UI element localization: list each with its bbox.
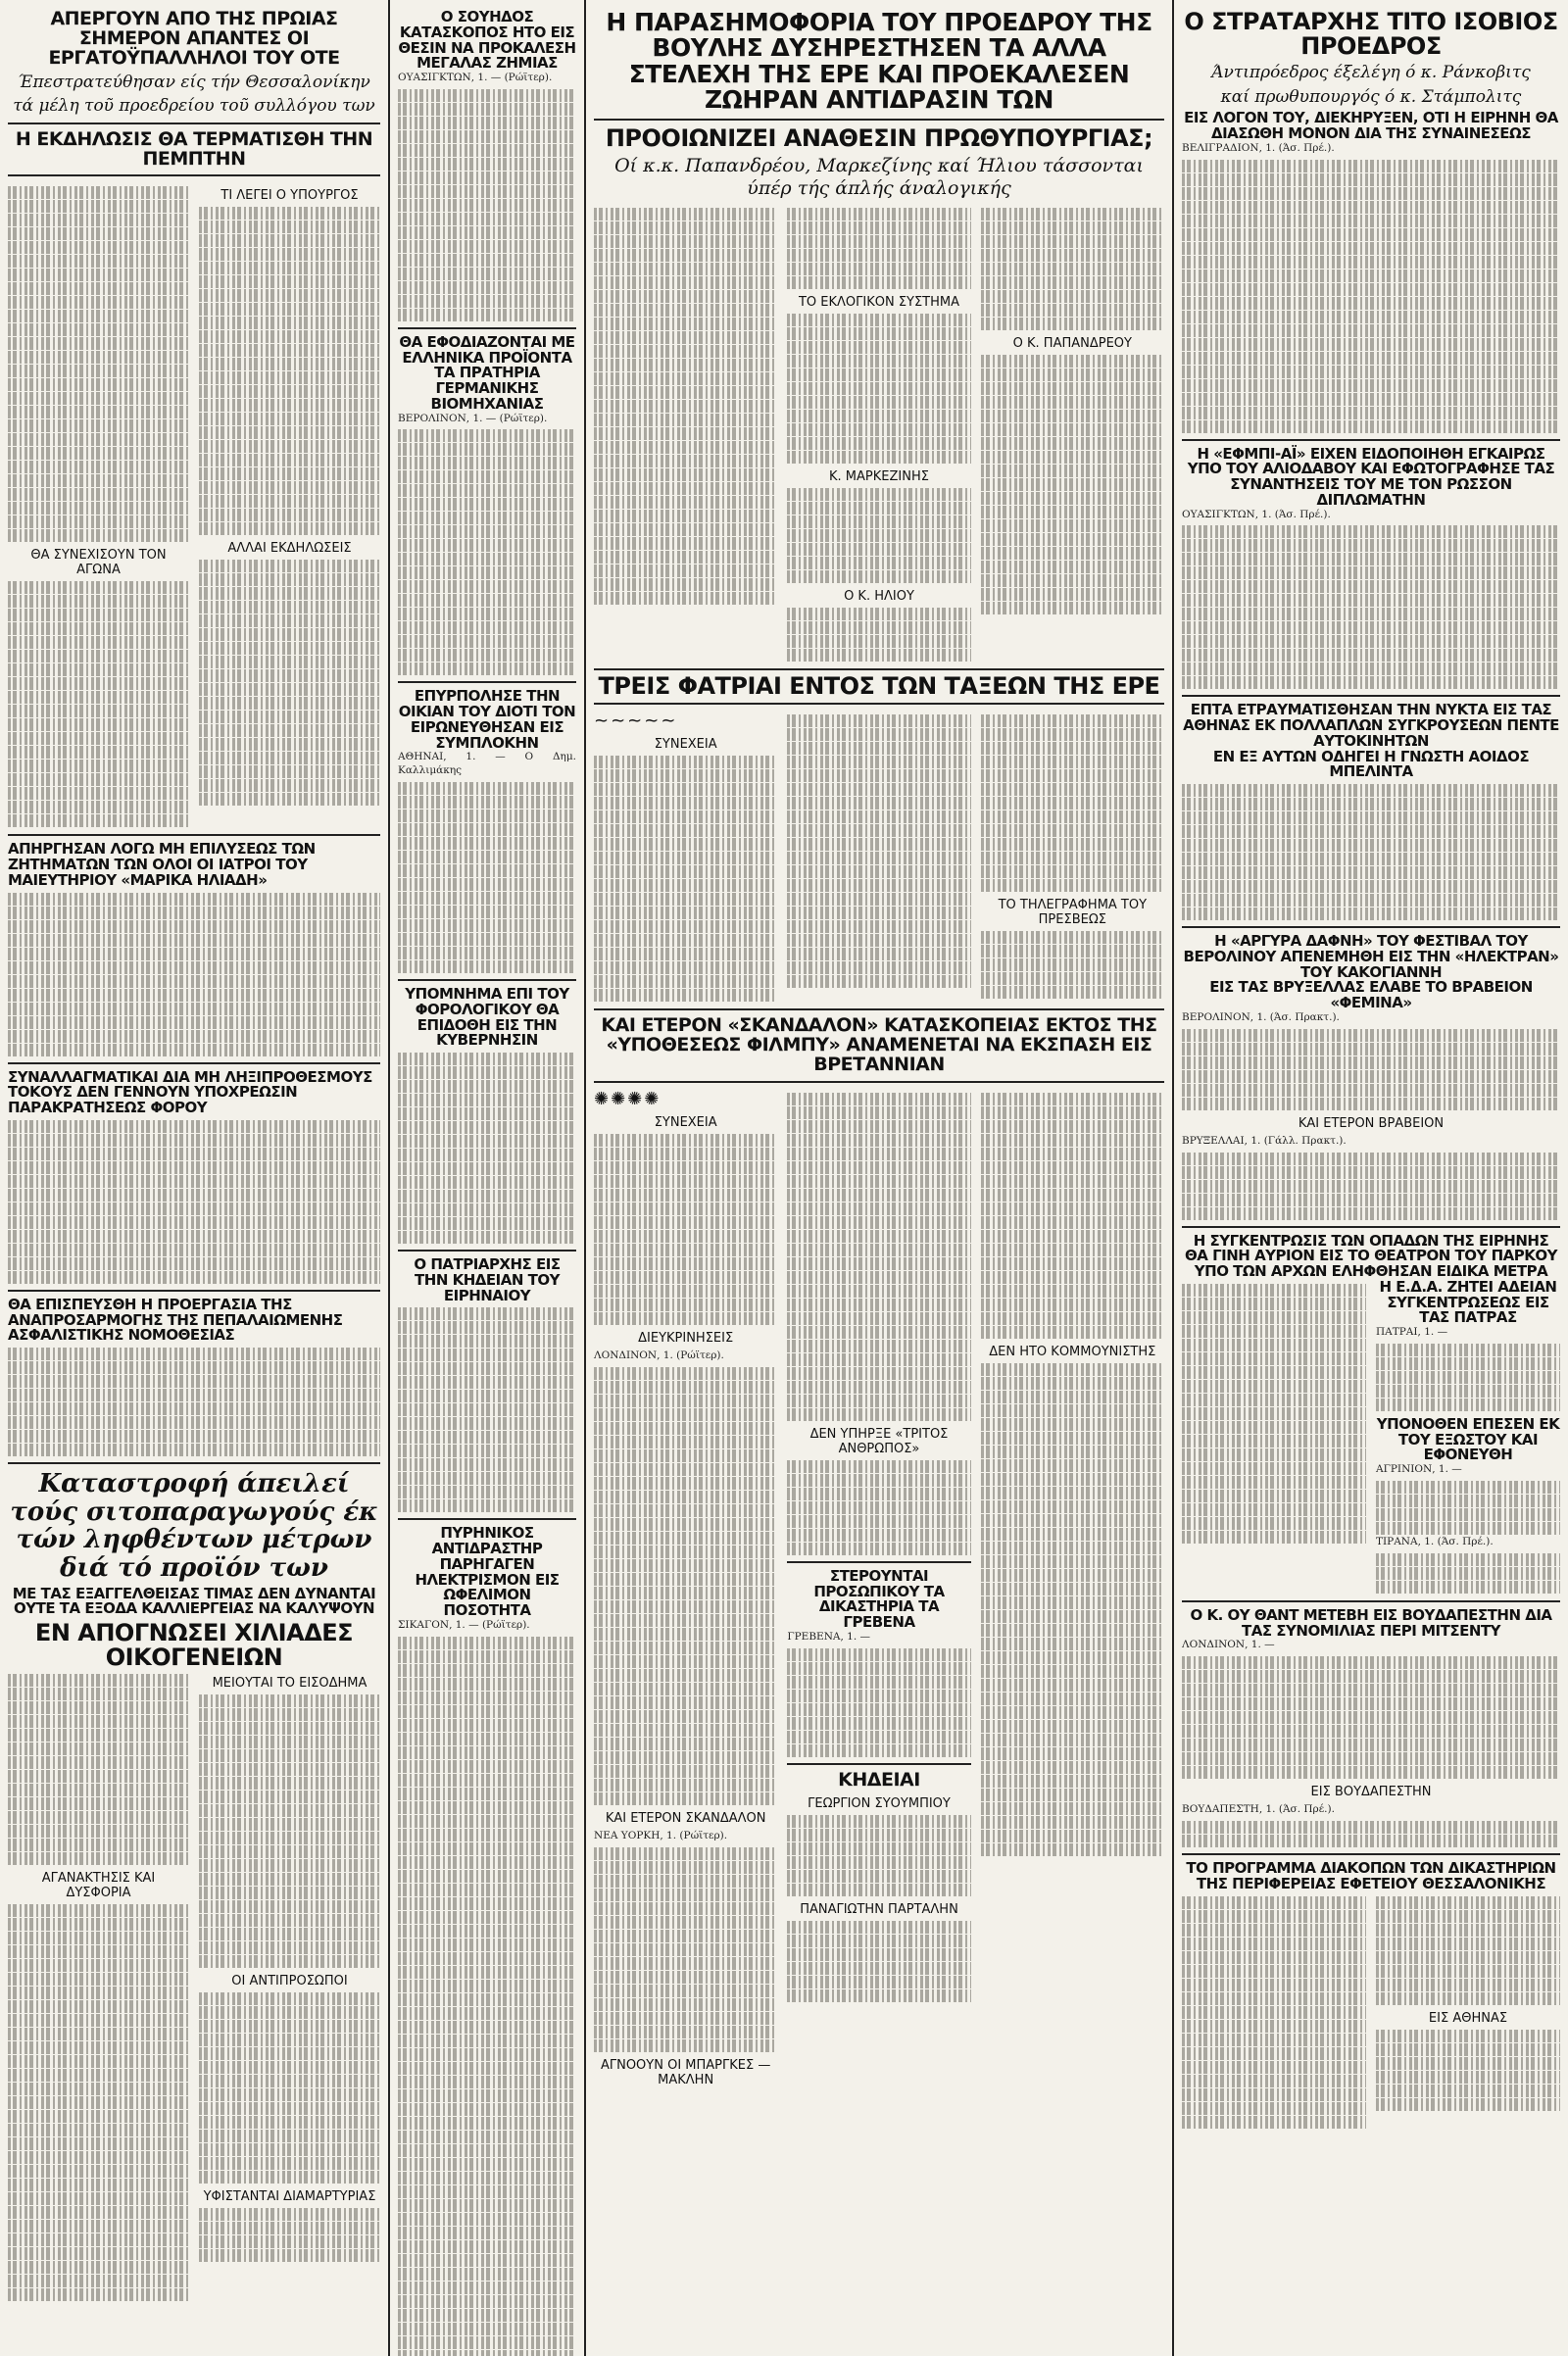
factions-headline: ΤΡΕΙΣ ΦΑΤΡΙΑΙ ΕΝΤΟΣ ΤΩΝ ΤΑΞΕΩΝ ΤΗΣ ΕΡΕ [598, 671, 1160, 700]
fall-headline: ΥΠΟΝΟΘΕΝ ΕΠΕΣΕΝ ΕΚ ΤΟΥ ΕΞΩΣΤΟΥ ΚΑΙ ΕΦΟΝΕΥΘΗ [1376, 1414, 1560, 1464]
dateline: ΝΕΑ ΥΟΡΚΗ, 1. (Ρώϊτερ). [594, 1829, 728, 1841]
dateline: ΒΕΛΙΓΡΑΔΙΟΝ, 1. (Άσ. Πρέ.). [1182, 141, 1335, 154]
column-second [390, 0, 584, 2356]
section-kicker: ΤΙ ΛΕΓΕΙ Ο ΥΠΟΥΡΓΟΣ [220, 188, 359, 204]
main-headline: Η ΠΑΡΑΣΗΜΟΦΟΡΙΑ ΤΟΥ ΠΡΟΕΔΡΟΥ ΤΗΣ ΒΟΥΛΗΣ ΔΥΣΗΡΕΣΤΗΣΕΝ ΤΑ ΑΛΛΑ ΣΤΕΛΕΧΗ ΤΗΣ ΕΡΕ ΚΑΙ ΠΡΟΕΚΑΛΕΣΕΝ ΖΩΗΡΑΝ ΑΝΤΙΔΡΑΣΙΝ ΤΩΝ [606, 8, 1152, 114]
dateline: ΒΕΡΟΛΙΝΟΝ, 1. (Άσ. Πρακτ.). [1182, 1010, 1340, 1023]
insurance-headline: ΘΑ ΕΠΙΣΠΕΥΣΘΗ Η ΠΡΟΕΡΓΑΣΙΑ ΤΗΣ ΑΝΑΠΡΟΣΑΡΜΟΓΗΣ ΤΗΣ ΠΕΠΑΛΑΙΩΜΕΝΗΣ ΑΣΦΑΛΙΣΤΙΚΗΣ ΝΟΜΟΘΕΣΙΑΣ [8, 1295, 343, 1345]
crash-subheadline: ΕΝ ΕΞ ΑΥΤΩΝ ΟΔΗΓΕΙ Η ΓΝΩΣΤΗ ΑΟΙΔΟΣ ΜΠΕΛΙΝΤΑ [1212, 747, 1530, 781]
dateline: ΑΓΡΙΝΙΟΝ, 1. — [1376, 1463, 1462, 1476]
continued-label: ΣΥΝΕΧΕΙΑ [654, 736, 717, 752]
section-kicker: ΤΟ ΤΗΛΕΓΡΑΦΗΜΑ ΤΟΥ ΠΡΕΣΒΕΩΣ [998, 897, 1148, 927]
section-kicker: ΘΑ ΣΥΝΕΧΙΣΟΥΝ ΤΟΝ ΑΓΩΝΑ [30, 548, 167, 578]
column-left [0, 0, 388, 2356]
dateline: ΟΥΑΣΙΓΚΤΩΝ, 1. — (Ρώϊτερ). [398, 72, 553, 83]
funeral-name: ΠΑΝΑΓΙΩΤΗΝ ΠΑΡΤΑΛΗΝ [800, 1901, 958, 1917]
tito-subheadline-2: καί πρωθυπουργός ό κ. Στάμπολιτς [1220, 86, 1522, 107]
strike-subheadline: Έπεστρατεύθησαν είς τήν Θεσσαλονίκην [18, 72, 370, 92]
peace-headline: Η ΣΥΓΚΕΝΤΡΩΣΙΣ ΤΩΝ ΟΠΑΔΩΝ ΤΗΣ ΕΙΡΗΝΗΣ ΘΑ ΓΙΝΗ ΑΥΡΙΟΝ ΕΙΣ ΤΟ ΘΕΑΤΡΟΝ ΤΟΥ ΠΑΡΚΟΥ [1185, 1231, 1557, 1265]
tax-headline: ΥΠΟΜΝΗΜΑ ΕΠΙ ΤΟΥ ΦΟΡΟΛΟΓΙΚΟΥ ΘΑ ΕΠΙΔΟΘΗ ΕΙΣ ΤΗΝ ΚΥΒΕΡΝΗΣΙΝ [405, 985, 569, 1050]
section-kicker: ΔΕΝ ΥΠΗΡΞΕ «ΤΡΙΤΟΣ ΑΝΘΡΩΠΟΣ» [809, 1426, 949, 1456]
bills-headline: ΣΥΝΑΛΛΑΓΜΑΤΙΚΑΙ ΔΙΑ ΜΗ ΛΗΞΙΠΡΟΘΕΣΜΟΥΣ ΤΟΚΟΥΣ ΔΕΝ ΓΕΝΝΟΥΝ ΥΠΟΧΡΕΩΣΙΝ ΠΑΡΑΚΡΑΤΗΣΕΩΣ ΦΟΡΟΥ [8, 1067, 372, 1117]
dateline: ΒΕΡΟΛΙΝΟΝ, 1. — (Ρώϊτερ). [398, 412, 548, 424]
dateline: ΟΥΑΣΙΓΚΤΩΝ, 1. (Άσ. Πρέ.). [1182, 508, 1331, 520]
farmers-headline: Καταστροφή άπειλεί τούς σιτοπαραγωγούς έκ τών ληφθέντων μέτρων διά τό προϊόν των [10, 1469, 378, 1583]
strike-headline-2: Η ΕΚΔΗΛΩΣΙΣ ΘΑ ΤΕΡΜΑΤΙΣΘΗ ΤΗΝ ΠΕΜΠΤΗΝ [15, 127, 373, 170]
section-kicker: ΚΑΙ ΕΤΕΡΟΝ ΒΡΑΒΕΙΟΝ [1298, 1115, 1445, 1131]
dateline: ΒΡΥΞΕΛΛΑΙ, 1. (Γάλλ. Πρακτ.). [1182, 1134, 1347, 1147]
farmers-subheadline: ΜΕ ΤΑΣ ΕΞΑΓΓΕΛΘΕΙΣΑΣ ΤΙΜΑΣ ΔΕΝ ΔΥΝΑΝΤΑΙ ΟΥΤΕ ΤΑ ΕΞΟΔΑ ΚΑΛΛΙΕΡΓΕΙΑΣ ΝΑ ΚΑΛΥΨΟΥΝ [12, 1584, 376, 1618]
doctors-headline: ΑΠΗΡΓΗΣΑΝ ΛΟΓΩ ΜΗ ΕΠΙΛΥΣΕΩΣ ΤΩΝ ΖΗΤΗΜΑΤΩΝ ΤΩΝ ΟΛΟΙ ΟΙ ΙΑΤΡΟΙ ΤΟΥ ΜΑΙΕΥΤΗΡΙΟΥ «ΜΑΡΙΚΑ ΗΛΙΑΔΗ» [8, 840, 316, 889]
section-kicker: ΥΦΙΣΤΑΝΤΑΙ ΔΙΑΜΑΡΤΥΡΙΑΣ [203, 2189, 376, 2205]
section-kicker: ΜΕΙΟΥΤΑΙ ΤΟ ΕΙΣΟΔΗΜΑ [212, 1676, 368, 1692]
main-subheadline: Οί κ.κ. Παπανδρέου, Μαρκεζίνης καί Ήλιου τάσσονται ύπέρ τής άπλής άναλογικής [614, 155, 1144, 199]
ornament-icon: ~~~~~ [594, 710, 678, 731]
arson-headline: ΕΠΥΡΠΟΛΗΣΕ ΤΗΝ ΟΙΚΙΑΝ ΤΟΥ ΔΙΟΤΙ ΤΟΝ ΕΙΡΩΝΕΥΘΗΣΑΝ ΕΙΣ ΣΥΜΠΛΟΚΗΝ [398, 687, 576, 752]
fbi-headline: Η «ΕΦΜΠΙ-ΑΪ» ΕΙΧΕΝ ΕΙΔΟΠΟΙΗΘΗ ΕΓΚΑΙΡΩΣ ΥΠΟ ΤΟΥ ΑΛΙΟΔΑΒΟΥ ΚΑΙ ΕΦΩΤΟΓΡΑΦΗΣΕ ΤΑΣ ΣΥΝΑΝΤΗΣΕΙΣ ΤΟΥ ΜΕ ΤΟΝ ΡΩΣΣΟΝ ΔΙΠΛΩΜΑΤΗΝ [1187, 444, 1555, 509]
reactor-headline: ΠΥΡΗΝΙΚΟΣ ΑΝΤΙΔΡΑΣΤΗΡ ΠΑΡΗΓΑΓΕΝ ΗΛΕΚΤΡΙΣΜΟΝ ΕΙΣ ΩΦΕΛΙΜΟΝ ΠΟΣΟΤΗΤΑ [415, 1524, 560, 1620]
strike-subheadline-2: τά μέλη τοῦ προεδρείου τοῦ συλλόγου των [13, 96, 375, 117]
dateline: ΠΑΤΡΑΙ, 1. — [1376, 1326, 1448, 1339]
funerals-heading: ΚΗΔΕΙΑΙ [838, 1768, 920, 1791]
section-kicker: ΕΙΣ ΑΘΗΝΑΣ [1428, 2010, 1508, 2026]
section-kicker: ΑΓΑΝΑΚΤΗΣΙΣ ΚΑΙ ΔΥΣΦΟΡΙΑ [41, 1871, 156, 1901]
strike-headline: ΑΠΕΡΓΟΥΝ ΑΠΟ ΤΗΣ ΠΡΩΙΑΣ ΣΗΜΕΡΟΝ ΑΠΑΝΤΕΣ ΟΙ ΕΡΓΑΤΟΫΠΑΛΛΗΛΟΙ ΤΟΥ ΟΤΕ [48, 8, 340, 69]
section-kicker: ΚΑΙ ΕΤΕΡΟΝ ΣΚΑΝΔΑΛΟΝ [605, 1810, 766, 1826]
dateline: ΛΟΝΔΙΝΟΝ, 1. (Ρώϊτερ). [594, 1349, 724, 1361]
grevena-headline: ΣΤΕΡΟΥΝΤΑΙ ΠΡΟΣΩΠΙΚΟΥ ΤΑ ΔΙΚΑΣΤΗΡΙΑ ΤΑ ΓΡΕΒΕΝΑ [813, 1566, 945, 1632]
section-kicker: ΔΕΝ ΗΤΟ ΚΟΜΜΟΥΝΙΣΤΗΣ [989, 1344, 1156, 1359]
dateline: ΣΙΚΑΓΟΝ, 1. — (Ρώϊτερ). [398, 1618, 530, 1631]
article-body [8, 186, 189, 542]
funeral-name: ΓΕΩΡΓΙΟΝ ΣΥΟΥΜΠΙΟΥ [808, 1795, 951, 1811]
thant-headline: Ο Κ. ΟΥ ΘΑΝΤ ΜΕΤΕΒΗ ΕΙΣ ΒΟΥΔΑΠΕΣΤΗΝ ΔΙΑ ΤΑΣ ΣΥΝΟΜΙΛΙΑΣ ΠΕΡΙ ΜΙΤΣΕΝΤΥ [1190, 1605, 1552, 1640]
peace-subheadline: ΥΠΟ ΤΩΝ ΑΡΧΩΝ ΕΛΗΦΘΗΣΑΝ ΕΙΔΙΚΑ ΜΕΤΡΑ [1194, 1262, 1548, 1281]
section-kicker: ΑΛΛΑΙ ΕΚΔΗΛΩΣΕΙΣ [227, 541, 352, 557]
section-kicker: ΟΙ ΑΝΤΙΠΡΟΣΩΠΟΙ [231, 1974, 348, 1989]
dateline: ΑΘΗΝΑΙ, 1. — Ο Δημ. Καλλιμάκης [398, 751, 576, 777]
berlin-subheadline: ΕΙΣ ΤΑΣ ΒΡΥΞΕΛΛΑΣ ΕΛΑΒΕ ΤΟ ΒΡΑΒΕΙΟΝ «ΦΕΜΙΝΑ» [1209, 978, 1533, 1012]
court-headline: ΤΟ ΠΡΟΓΡΑΜΜΑ ΔΙΑΚΟΠΩΝ ΤΩΝ ΔΙΚΑΣΤΗΡΙΩΝ ΤΗΣ ΠΕΡΙΦΕΡΕΙΑΣ ΕΦΕΤΕΙΟΥ ΘΕΣΣΑΛΟΝΙΚΗΣ [1186, 1859, 1556, 1892]
scandal-headline: ΚΑΙ ΕΤΕΡΟΝ «ΣΚΑΝΔΑΛΟΝ» ΚΑΤΑΣΚΟΠΕΙΑΣ ΕΚΤΟΣ ΤΗΣ «ΥΠΟΘΕΣΕΩΣ ΦΙΛΜΠΥ» ΑΝΑΜΕΝΕΤΑΙ ΝΑ ΕΚΣΠΑΣΗ ΕΙΣ ΒΡΕΤΑΝΝΙΑΝ [601, 1013, 1157, 1075]
continued-label: ΣΥΝΕΧΕΙΑ [654, 1114, 717, 1130]
section-kicker: Ο Κ. ΠΑΠΑΝΔΡΕΟΥ [1012, 335, 1132, 351]
dateline: ΒΟΥΔΑΠΕΣΤΗ, 1. (Άσ. Πρέ.). [1182, 1803, 1335, 1816]
patriarch-headline: Ο ΠΑΤΡΙΑΡΧΗΣ ΕΙΣ ΤΗΝ ΚΗΔΕΙΑΝ ΤΟΥ ΕΙΡΗΝΑΙΟΥ [414, 1255, 561, 1304]
eda-headline: Η Ε.Δ.Α. ΖΗΤΕΙ ΑΔΕΙΑΝ ΣΥΓΚΕΝΤΡΩΣΕΩΣ ΕΙΣ ΤΑΣ ΠΑΤΡΑΣ [1379, 1277, 1557, 1327]
dateline: ΤΙΡΑΝΑ, 1. (Άσ. Πρέ.). [1376, 1536, 1494, 1548]
tito-headline-2: ΕΙΣ ΛΟΓΟΝ ΤΟΥ, ΔΙΕΚΗΡΥΞΕΝ, ΟΤΙ Η ΕΙΡΗΝΗ ΘΑ ΔΙΑΣΩΘΗ ΜΟΝΟΝ ΔΙΑ ΤΗΣ ΣΥΝΑΙΝΕΣΕΩΣ [1184, 109, 1558, 142]
column-right [1174, 0, 1568, 2356]
section-kicker: Κ. ΜΑΡΚΕΖΙΝΗΣ [829, 468, 929, 484]
section-kicker: ΕΙΣ ΒΟΥΔΑΠΕΣΤΗΝ [1310, 1785, 1432, 1800]
dateline: ΛΟΝΔΙΝΟΝ, 1. — [1182, 1639, 1275, 1651]
berlin-headline: Η «ΑΡΓΥΡΑ ΔΑΦΝΗ» ΤΟΥ ΦΕΣΤΙΒΑΛ ΤΟΥ ΒΕΡΟΛΙΝΟΥ ΑΠΕΝΕΜΗΘΗ ΕΙΣ ΤΗΝ «ΗΛΕΚΤΡΑΝ» ΤΟΥ ΚΑΚΟΓΙΑΝΝΗ [1183, 932, 1559, 981]
footer-line: ΑΓΝΟΟΥΝ ΟΙ ΜΠΑΡΓΚΕΣ — ΜΑΚΛΗΝ [600, 2057, 771, 2087]
tito-headline: Ο ΣΤΡΑΤΑΡΧΗΣ ΤΙΤΟ ΙΣΟΒΙΟΣ ΠΡΟΕΔΡΟΣ [1184, 8, 1558, 61]
main-headline-2: ΠΡΟΟΙΩΝΙΖΕΙ ΑΝΑΘΕΣΙΝ ΠΡΩΘΥΠΟΥΡΓΙΑΣ; [605, 124, 1153, 152]
ornament-icon: ✺✺✺✺ [594, 1088, 662, 1109]
section-kicker: ΤΟ ΕΚΛΟΓΙΚΟΝ ΣΥΣΤΗΜΑ [798, 294, 960, 310]
dateline: ΓΡΕΒΕΝΑ, 1. — [787, 1630, 871, 1643]
ship-headline: Ο ΣΟΥΗΔΟΣ ΚΑΤΑΣΚΟΠΟΣ ΗΤΟ ΕΙΣ ΘΕΣΙΝ ΝΑ ΠΡΟΚΑΛΕΣΗ ΜΕΓΑΛΑΣ ΖΗΜΙΑΣ [398, 8, 576, 73]
section-kicker: ΔΙΕΥΚΡΙΝΗΣΕΙΣ [638, 1330, 734, 1346]
crash-headline: ΕΠΤΑ ΕΤΡΑΥΜΑΤΙΣΘΗΣΑΝ ΤΗΝ ΝΥΚΤΑ ΕΙΣ ΤΑΣ ΑΘΗΝΑΣ ΕΚ ΠΟΛΛΑΠΛΩΝ ΣΥΓΚΡΟΥΣΕΩΝ ΠΕΝΤΕ ΑΥΤΟΚΙΝΗΤΩΝ [1183, 701, 1559, 750]
exports-headline: ΘΑ ΕΦΟΔΙΑΖΟΝΤΑΙ ΜΕ ΕΛΛΗΝΙΚΑ ΠΡΟΪΟΝΤΑ ΤΑ ΠΡΑΤΗΡΙΑ ΓΕΡΜΑΝΙΚΗΣ ΒΙΟΜΗΧΑΝΙΑΣ [399, 332, 575, 413]
section-kicker: Ο Κ. ΗΛΙΟΥ [844, 588, 914, 604]
farmers-subheadline-2: ΕΝ ΑΠΟΓΝΩΣΕΙ ΧΙΛΙΑΔΕΣ ΟΙΚΟΓΕΝΕΙΩΝ [34, 1619, 354, 1672]
tito-subheadline: Άντιπρόεδρος έξελέγη ό κ. Ράνκοβιτς [1211, 63, 1531, 83]
column-main [586, 0, 1172, 2356]
